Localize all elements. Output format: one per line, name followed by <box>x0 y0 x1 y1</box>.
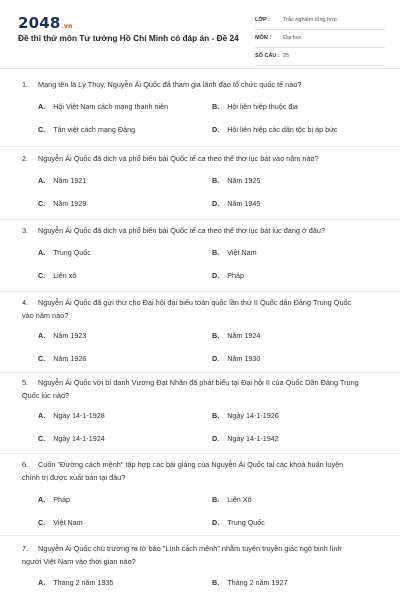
question-text <box>22 542 362 568</box>
question-text <box>22 296 362 322</box>
option-c[interactable] <box>38 199 86 208</box>
option-text: Ngày 14-1-1926 <box>227 411 279 420</box>
option-text: Tháng 2 năm 1927 <box>227 578 288 587</box>
question-text <box>22 458 362 484</box>
option-text: Pháp <box>227 271 244 280</box>
logo-suffix: .vn <box>61 23 73 30</box>
option-letter: C. <box>38 354 46 363</box>
meta-value: 25 <box>283 53 290 59</box>
logo-main: 2048 <box>18 14 61 32</box>
option-letter: A. <box>38 495 46 504</box>
option-b[interactable] <box>212 331 260 340</box>
question-number: 4. <box>22 298 29 307</box>
option-letter: A. <box>38 248 46 257</box>
option-b[interactable] <box>212 248 257 257</box>
option-text: Việt Nam <box>53 518 83 527</box>
option-letter: C. <box>38 199 46 208</box>
option-a[interactable] <box>38 411 105 420</box>
option-text: Tháng 2 năm 1935 <box>53 578 114 587</box>
option-letter: C. <box>38 125 46 134</box>
option-letter: D. <box>212 125 220 134</box>
meta-row-subject <box>255 32 385 48</box>
option-a[interactable] <box>38 495 70 504</box>
option-text: Ngày 14-1-1924 <box>53 434 105 443</box>
option-a[interactable] <box>38 102 168 111</box>
option-b[interactable] <box>212 411 279 420</box>
option-text: Năm 1924 <box>227 331 261 340</box>
option-letter: D. <box>212 354 220 363</box>
meta-key: SỐ CÂU : <box>255 53 280 59</box>
question-body: Nguyễn Ái Quốc với bí danh Vương Đạt Nhân đã phát biểu tại Đại hội II của Quốc Dân Đảng Trung Quốc lúc nào? <box>22 378 359 400</box>
option-letter: A. <box>38 176 46 185</box>
option-d[interactable] <box>212 271 244 280</box>
option-text: Hội liên hiệp các dân tộc bị áp bức <box>227 125 338 134</box>
option-text: Năm 1923 <box>53 331 87 340</box>
option-text: Việt Nam <box>227 248 257 257</box>
option-d[interactable] <box>212 354 260 363</box>
question-list <box>0 78 400 587</box>
meta-row-count <box>255 50 385 66</box>
question-number: 1. <box>22 80 29 89</box>
option-text: Trung Quốc <box>53 248 91 257</box>
option-letter: C. <box>38 518 46 527</box>
option-text: Tân việt cách mạng Đảng <box>53 125 136 134</box>
question-text <box>22 224 362 237</box>
question-body: Mạng tên là Lý Thụy, Nguyễn Ái Quốc đã tham gia lãnh đạo tổ chức quốc tế nào? <box>38 80 302 89</box>
question-body: Nguyễn Ái Quốc đã dịch và phổ biến bài Quốc tế ca theo thể thơ lục bát vào năm nào? <box>38 154 319 163</box>
option-b[interactable] <box>212 495 252 504</box>
option-d[interactable] <box>212 125 337 134</box>
option-letter: B. <box>212 176 220 185</box>
option-d[interactable] <box>212 434 279 443</box>
option-letter: B. <box>212 578 220 587</box>
option-c[interactable] <box>38 125 135 134</box>
question-body: Nguyễn Ái Quốc chủ trương ra tờ báo "Lính cách mệnh" nhằm tuyên truyền giác ngộ binh lính người Việt Nam vào thời gian nào? <box>22 544 342 566</box>
header-divider <box>0 68 400 69</box>
question-divider <box>0 372 400 373</box>
option-letter: A. <box>38 331 46 340</box>
option-c[interactable] <box>38 434 105 443</box>
question-text <box>22 152 362 165</box>
option-text: Năm 1926 <box>53 354 87 363</box>
question-number: 6. <box>22 460 29 469</box>
question-number: 5. <box>22 378 29 387</box>
option-b[interactable] <box>212 176 260 185</box>
option-letter: D. <box>212 199 220 208</box>
option-text: Năm 1921 <box>53 176 87 185</box>
option-text: Ngày 14-1-1928 <box>53 411 105 420</box>
question-text <box>22 78 362 91</box>
option-letter: B. <box>212 102 220 111</box>
option-a[interactable] <box>38 578 114 587</box>
option-d[interactable] <box>212 518 265 527</box>
meta-row-class <box>255 14 385 30</box>
question-number: 3. <box>22 226 29 235</box>
question-divider <box>0 146 400 147</box>
option-letter: D. <box>212 271 220 280</box>
question-number: 2. <box>22 154 29 163</box>
option-a[interactable] <box>38 248 91 257</box>
question-body: Nguyễn Ái Quốc đã dịch và phổ biến bài Quốc tế ca theo thể thơ lục bát lúc đang ở đâu? <box>38 226 326 235</box>
meta-value: Đại học <box>283 35 302 41</box>
meta-key: MÔN : <box>255 35 272 41</box>
option-a[interactable] <box>38 176 86 185</box>
option-letter: B. <box>212 495 220 504</box>
option-letter: C. <box>38 271 46 280</box>
option-text: Năm 1929 <box>53 199 87 208</box>
option-d[interactable] <box>212 199 260 208</box>
question-number: 7. <box>22 544 29 553</box>
page-header <box>0 0 400 66</box>
option-text: Hội liên hiệp thuộc địa <box>227 102 298 111</box>
question-divider <box>0 453 400 454</box>
option-c[interactable] <box>38 518 83 527</box>
option-text: Năm 1930 <box>227 354 261 363</box>
option-c[interactable] <box>38 354 86 363</box>
option-letter: C. <box>38 434 46 443</box>
option-letter: B. <box>212 248 220 257</box>
option-letter: A. <box>38 102 46 111</box>
option-b[interactable] <box>212 578 288 587</box>
question-divider <box>0 535 400 536</box>
question-text <box>22 376 362 402</box>
option-letter: D. <box>212 434 220 443</box>
page-title: Đề thi thử môn Tư tưởng Hồ Chí Minh có đáp án - Đề 24 <box>18 33 239 43</box>
meta-key: LỚP : <box>255 17 270 23</box>
question-body: Nguyễn Ái Quốc đã gửi thư cho Đại hội đại biểu toàn quốc lần thứ II Quốc dân Đảng Trung Quốc vào năm nào? <box>22 298 352 320</box>
option-a[interactable] <box>38 331 86 340</box>
option-text: Năm 1925 <box>227 176 261 185</box>
exam-meta <box>255 14 385 68</box>
option-text: Pháp <box>53 495 70 504</box>
option-text: Năm 1945 <box>227 199 261 208</box>
option-text: Liên xô <box>53 271 77 280</box>
option-letter: B. <box>212 331 220 340</box>
option-text: Ngày 14-1-1942 <box>227 434 279 443</box>
option-letter: D. <box>212 518 220 527</box>
option-text: Liên Xô <box>227 495 252 504</box>
option-letter: A. <box>38 411 46 420</box>
question-divider <box>0 219 400 220</box>
option-letter: B. <box>212 411 220 420</box>
question-divider <box>0 291 400 292</box>
meta-value: Trắc nghiệm tổng hợp <box>283 17 337 23</box>
option-b[interactable] <box>212 102 298 111</box>
option-letter: A. <box>38 578 46 587</box>
question-1 <box>0 78 400 154</box>
site-logo[interactable] <box>18 14 73 32</box>
question-body: Cuốn "Đường cách mệnh" tập hợp các bài giảng của Nguyễn Ái Quốc tại các khoá huấn luyện chính trị được xuất bản tại đâu? <box>22 460 344 482</box>
option-c[interactable] <box>38 271 76 280</box>
option-text: Hội Việt Nam cách mạng thanh niên <box>53 102 169 111</box>
option-text: Trung Quốc <box>227 518 265 527</box>
